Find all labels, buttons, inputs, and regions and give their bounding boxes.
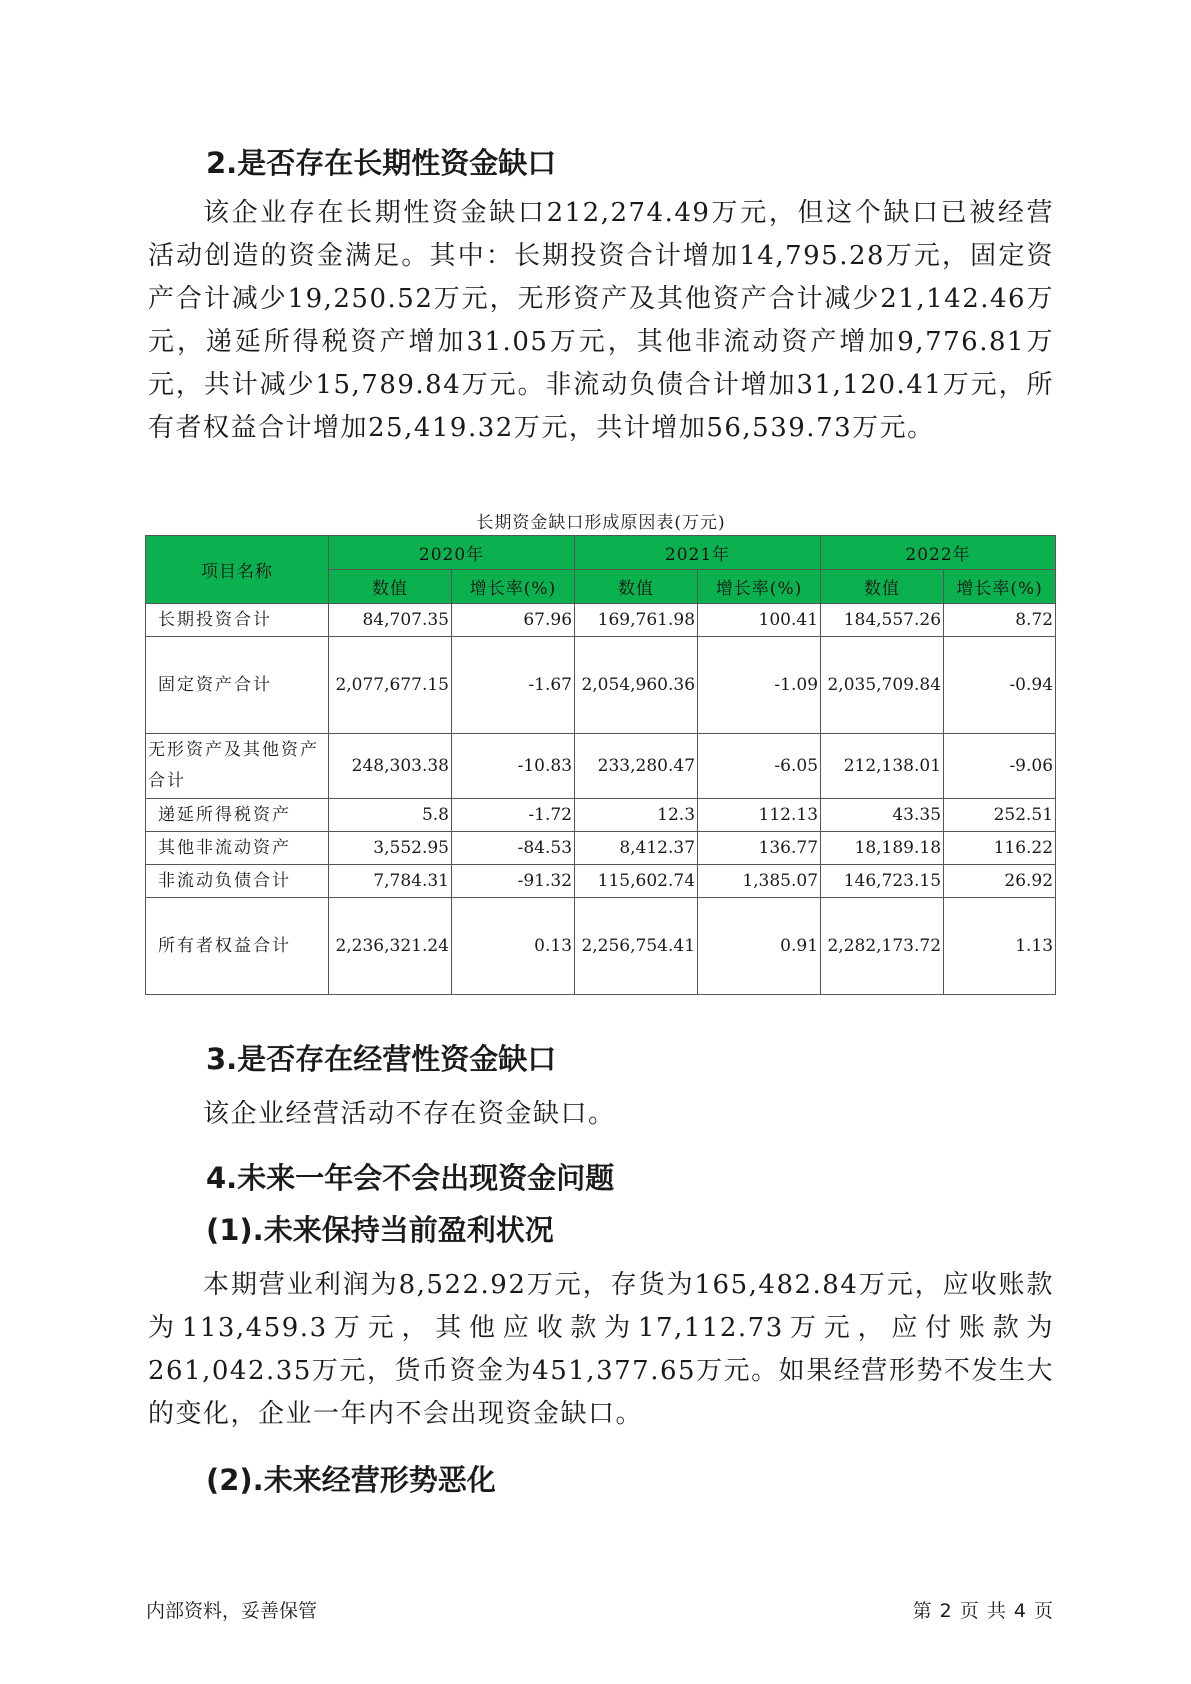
table-row	[146, 604, 1056, 637]
growth-cell: 67.96	[452, 604, 575, 637]
growth-cell: -1.72	[452, 799, 575, 832]
table-row	[146, 799, 1056, 832]
value-cell: 169,761.98	[575, 604, 698, 637]
growth-cell: -91.32	[452, 865, 575, 898]
value-cell: 8,412.37	[575, 832, 698, 865]
value-cell: 84,707.35	[329, 604, 452, 637]
value-header: 数值	[329, 570, 452, 604]
growth-cell: 112.13	[698, 799, 821, 832]
growth-cell: 8.72	[944, 604, 1056, 637]
growth-cell: 1.13	[944, 898, 1056, 995]
table-row	[146, 734, 1056, 799]
item-name-header: 项目名称	[146, 536, 329, 604]
growth-cell: -1.09	[698, 637, 821, 734]
value-cell: 2,256,754.41	[575, 898, 698, 995]
section2-heading: 2.是否存在长期性资金缺口	[206, 146, 557, 180]
long-term-gap-table	[145, 535, 1056, 995]
value-cell: 12.3	[575, 799, 698, 832]
value-cell: 43.35	[821, 799, 944, 832]
growth-cell: 100.41	[698, 604, 821, 637]
row-name: 非流动负债合计	[146, 865, 329, 898]
growth-cell: 136.77	[698, 832, 821, 865]
value-cell: 5.8	[329, 799, 452, 832]
row-name: 固定资产合计	[146, 637, 329, 734]
section3-paragraph: 该企业经营活动不存在资金缺口。	[203, 1099, 616, 1129]
table-caption: 长期资金缺口形成原因表(万元)	[476, 513, 726, 533]
value-cell: 2,035,709.84	[821, 637, 944, 734]
growth-header: 增长率(%)	[452, 570, 575, 604]
year-header-2020: 2020年	[329, 536, 575, 570]
table-row	[146, 637, 1056, 734]
growth-cell: -1.67	[452, 637, 575, 734]
section2-paragraph: 该企业存在长期性资金缺口212,274.49万元，但这个缺口已被经营活动创造的资金满足。其中：长期投资合计增加14,795.28万元，固定资产合计减少19,250.52万元，无形资产及其他资产合计减少21,142.46万元，递延所得税资产增加31.05万元，其他非流动资产增加9,776.81万元，共计减少15,789.84万元。非流动负债合计增加31,120.41万元，所有者权益合计增加25,419.32万元，共计增加56,539.73万元。	[148, 198, 1054, 443]
value-cell: 18,189.18	[821, 832, 944, 865]
value-cell: 7,784.31	[329, 865, 452, 898]
year-header-2021: 2021年	[575, 536, 821, 570]
row-name: 长期投资合计	[146, 604, 329, 637]
value-cell: 146,723.15	[821, 865, 944, 898]
year-header-2022: 2022年	[821, 536, 1056, 570]
footer-page-number: 第 2 页 共 4 页	[912, 1600, 1054, 1622]
growth-cell: 1,385.07	[698, 865, 821, 898]
value-cell: 115,602.74	[575, 865, 698, 898]
growth-header: 增长率(%)	[698, 570, 821, 604]
growth-cell: 252.51	[944, 799, 1056, 832]
growth-cell: -0.94	[944, 637, 1056, 734]
growth-cell: 26.92	[944, 865, 1056, 898]
row-name: 递延所得税资产	[146, 799, 329, 832]
value-cell: 2,054,960.36	[575, 637, 698, 734]
growth-header: 增长率(%)	[944, 570, 1056, 604]
value-cell: 2,236,321.24	[329, 898, 452, 995]
growth-cell: -10.83	[452, 734, 575, 799]
value-cell: 212,138.01	[821, 734, 944, 799]
table-row	[146, 832, 1056, 865]
table-row	[146, 898, 1056, 995]
row-name: 其他非流动资产	[146, 832, 329, 865]
growth-cell: 0.91	[698, 898, 821, 995]
value-cell: 2,077,677.15	[329, 637, 452, 734]
growth-cell: -84.53	[452, 832, 575, 865]
value-cell: 248,303.38	[329, 734, 452, 799]
growth-cell: -6.05	[698, 734, 821, 799]
value-cell: 233,280.47	[575, 734, 698, 799]
value-header: 数值	[821, 570, 944, 604]
subsection1-paragraph: 本期营业利润为8,522.92万元，存货为165,482.84万元，应收账款为113,459.3万元，其他应收款为17,112.73万元，应付账款为261,042.35万元，货币资金为451,377.65万元。如果经营形势不发生大的变化，企业一年内不会出现资金缺口。	[148, 1270, 1054, 1429]
table-row	[146, 865, 1056, 898]
footer-confidential-note: 内部资料，妥善保管	[146, 1600, 318, 1622]
growth-cell: -9.06	[944, 734, 1056, 799]
value-cell: 3,552.95	[329, 832, 452, 865]
subsection2-heading: (2).未来经营形势恶化	[206, 1463, 496, 1497]
section3-heading: 3.是否存在经营性资金缺口	[206, 1042, 557, 1076]
value-cell: 184,557.26	[821, 604, 944, 637]
value-cell: 2,282,173.72	[821, 898, 944, 995]
growth-cell: 0.13	[452, 898, 575, 995]
row-name: 所有者权益合计	[146, 898, 329, 995]
growth-cell: 116.22	[944, 832, 1056, 865]
row-name: 无形资产及其他资产合计	[146, 734, 329, 799]
value-header: 数值	[575, 570, 698, 604]
subsection1-heading: (1).未来保持当前盈利状况	[206, 1213, 554, 1247]
section4-heading: 4.未来一年会不会出现资金问题	[206, 1161, 615, 1195]
